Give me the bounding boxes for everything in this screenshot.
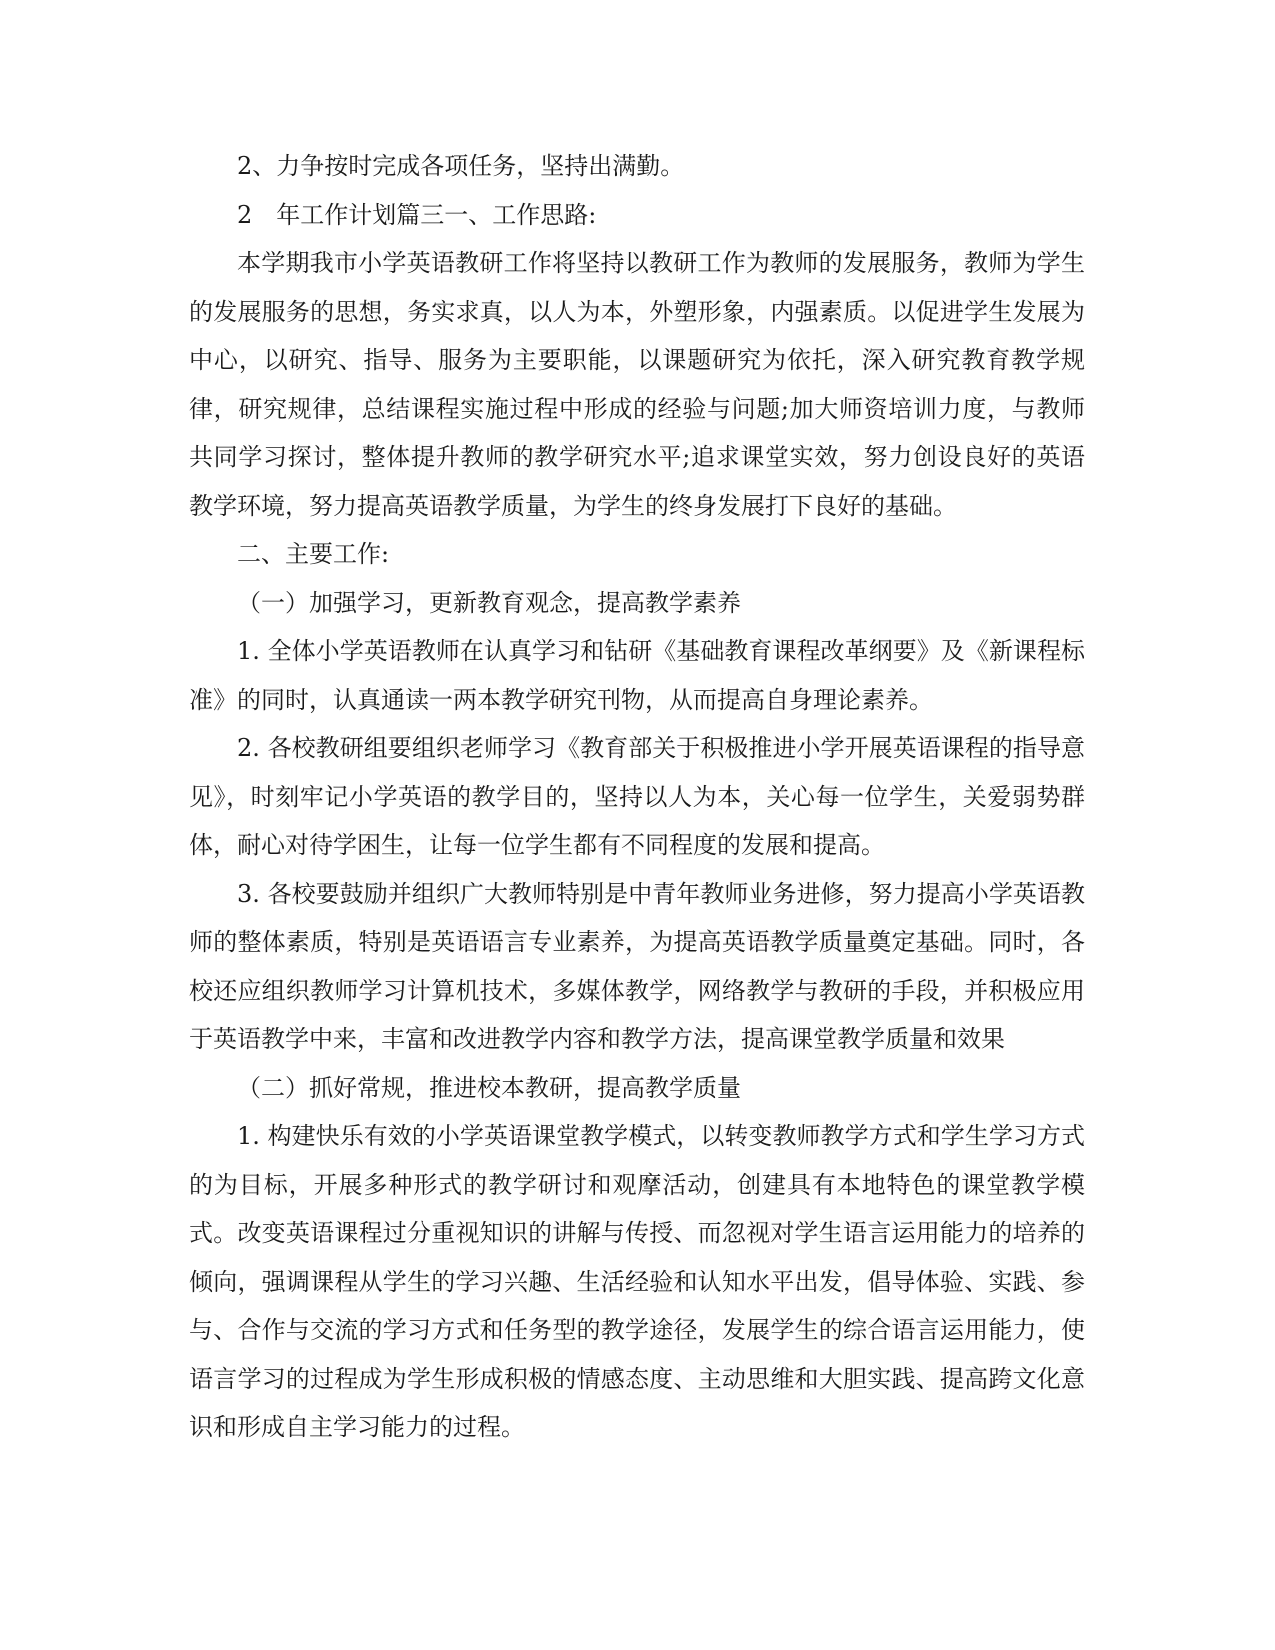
paragraph-section-2-item-1: 1. 构建快乐有效的小学英语课堂教学模式，以转变教师教学方式和学生学习方式的为目标，开展多种形式的教学研讨和观摩活动，创建具有本地特色的课堂教学模式。改变英语课程过分重视知识的讲解与传授、而忽视对学生语言运用能力的培养的倾向，强调课程从学生的学习兴趣、生活经验和认知水平出发，倡导体验、实践、参与、合作与交流的学习方式和任务型的教学途径，发展学生的综合语言运用能力，使语言学习的过程成为学生形成积极的情感态度、主动思维和大胆实践、提高跨文化意识和形成自主学习能力的过程。 [189, 1122, 1085, 1441]
document-body [189, 142, 1085, 1452]
paragraph-plan-heading: 2 年工作计划篇三一、工作思路: [237, 200, 597, 229]
paragraph-section-1-item-1: 1. 全体小学英语教师在认真学习和钻研《基础教育课程改革纲要》及《新课程标准》的同时，认真通读一两本教学研究刊物，从而提高自身理论素养。 [189, 637, 1085, 714]
heading-main-work: 二、主要工作: [237, 540, 390, 568]
paragraph-task-item-2: 2、力争按时完成各项任务，坚持出满勤。 [237, 152, 685, 180]
paragraph-work-approach: 本学期我市小学英语教研工作将坚持以教研工作为教师的发展服务，教师为学生的发展服务的思想，务实求真，以人为本，外塑形象，内强素质。以促进学生发展为中心，以研究、指导、服务为主要职能，以课题研究为依托，深入研究教育教学规律，研究规律，总结课程实施过程中形成的经验与问题;加大师资培训力度，与教师共同学习探讨，整体提升教师的教学研究水平;追求课堂实效，努力创设良好的英语教学环境，努力提高英语教学质量，为学生的终身发展打下良好的基础。 [189, 249, 1085, 520]
heading-section-2: （二）抓好常规，推进校本教研，提高教学质量 [237, 1073, 741, 1102]
paragraph-section-1-item-2: 2. 各校教研组要组织老师学习《教育部关于积极推进小学开展英语课程的指导意见》，时刻牢记小学英语的教学目的，坚持以人为本，关心每一位学生，关爱弱势群体，耐心对待学困生，让每一位学生都有不同程度的发展和提高。 [189, 734, 1085, 859]
paragraph-section-1-item-3: 3. 各校要鼓励并组织广大教师特别是中青年教师业务进修，努力提高小学英语教师的整体素质，特别是英语语言专业素养，为提高英语教学质量奠定基础。同时，各校还应组织教师学习计算机技术，多媒体教学，网络教学与教研的手段，并积极应用于英语教学中来，丰富和改进教学内容和教学方法，提高课堂教学质量和效果 [189, 879, 1085, 1053]
heading-section-1: （一）加强学习，更新教育观念，提高教学素养 [237, 588, 741, 617]
